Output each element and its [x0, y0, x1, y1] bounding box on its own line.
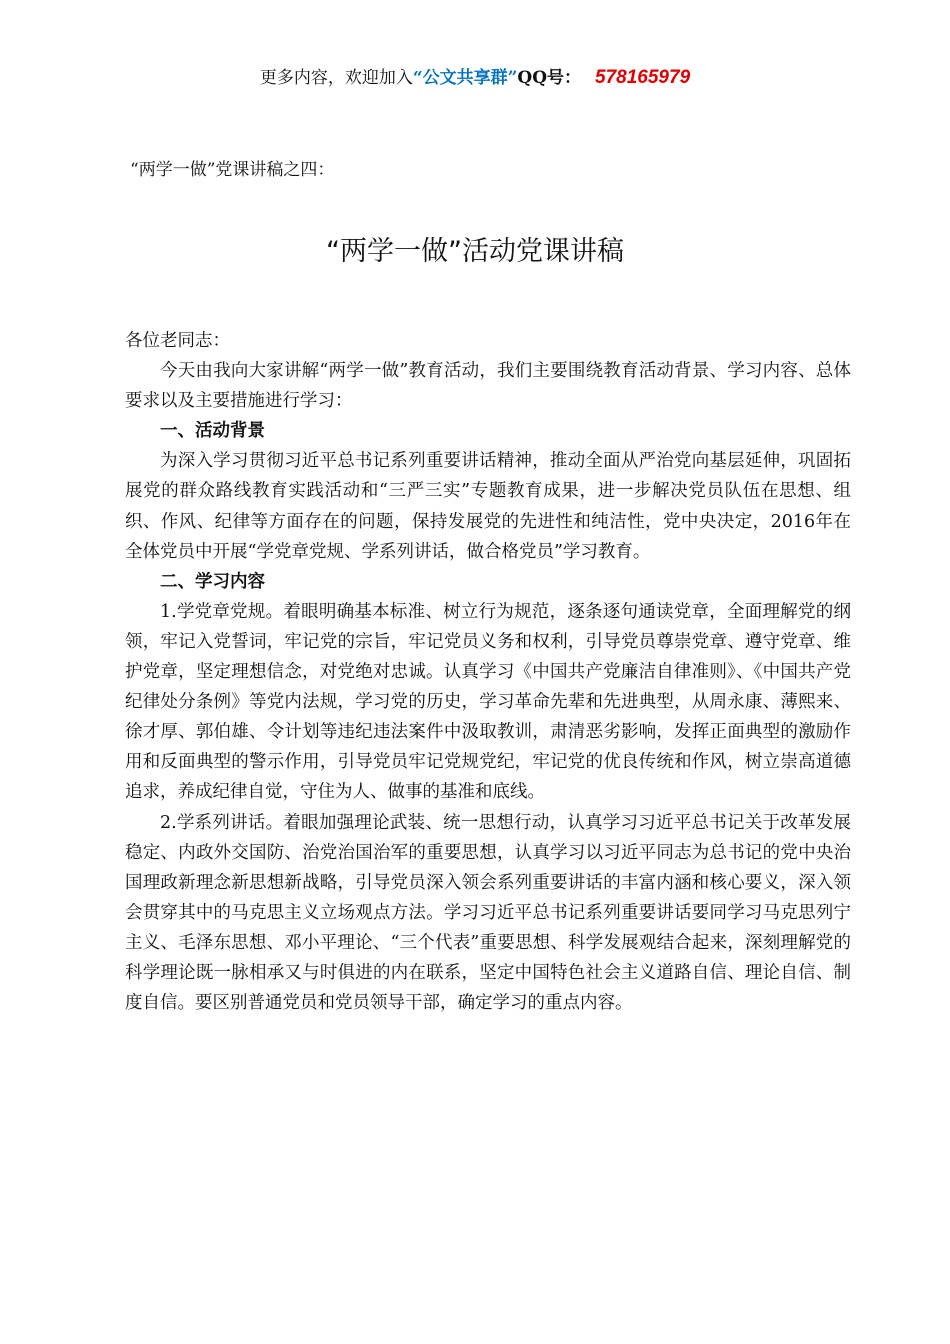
document-body [125, 326, 851, 1018]
series-label: “两学一做”党课讲稿之四： [130, 160, 335, 180]
salutation: 各位老同志： [125, 331, 230, 351]
section-heading-background: 一、活动背景 [160, 421, 265, 442]
promo-qq-label: QQ号： [517, 68, 582, 88]
document-title: “两学一做”活动党课讲稿 [326, 236, 624, 267]
promo-group-name: “公文共享群” [412, 68, 518, 88]
intro-paragraph: 今天由我向大家讲解“两学一做”教育活动，我们主要围绕教育活动背景、学习内容、总体要求以及主要措施进行学习： [125, 361, 851, 412]
promo-prefix: 更多内容，欢迎加入 [259, 68, 413, 88]
content-paragraph-party-rules: 1.学党章党规。着眼明确基本标准、树立行为规范，逐条逐句通读党章，全面理解党的纲领，牢记入党誓词，牢记党的宗旨，牢记党员义务和权利，引导党员尊崇党章、遵守党章、维护党章，坚定理想信念，对党绝对忠诚。认真学习《中国共产党廉洁自律准则》、《中国共产党纪律处分条例》等党内法规，学习党的历史，学习革命先辈和先进典型，从周永康、薄熙来、徐才厚、郭伯雄、令计划等违纪违法案件中汲取教训，肃清恶劣影响，发挥正面典型的激励作用和反面典型的警示作用，引导党员牢记党规党纪，牢记党的优良传统和作风，树立崇高道德追求，养成纪律自觉，守住为人、做事的基准和底线。 [125, 601, 851, 803]
promo-header [0, 66, 950, 90]
section-heading-content: 二、学习内容 [160, 571, 265, 592]
background-paragraph: 为深入学习贯彻习近平总书记系列重要讲话精神，推动全面从严治党向基层延伸，巩固拓展党的群众路线教育实践活动和“三严三实”专题教育成果，进一步解决党员队伍在思想、组织、作风、纪律等方面存在的问题，保持发展党的先进性和纯洁性，党中央决定，2016年在全体党员中开展“学党章党规、学系列讲话，做合格党员”学习教育。 [125, 451, 851, 562]
promo-qq-number: 578165979 [595, 67, 691, 88]
content-paragraph-speeches: 2.学系列讲话。着眼加强理论武装、统一思想行动，认真学习习近平总书记关于改革发展稳定、内政外交国防、治党治国治军的重要思想，认真学习以习近平同志为总书记的党中央治国理政新理念新思想新战略，引导党员深入领会系列重要讲话的丰富内涵和核心要义，深入领会贯穿其中的马克思主义立场观点方法。学习习近平总书记系列重要讲话要同学习马克思列宁主义、毛泽东思想、邓小平理论、“三个代表”重要思想、科学发展观结合起来，深刻理解党的科学理论既一脉相承又与时俱进的内在联系，坚定中国特色社会主义道路自信、理论自信、制度自信。要区别普通党员和党员领导干部，确定学习的重点内容。 [125, 812, 851, 1014]
